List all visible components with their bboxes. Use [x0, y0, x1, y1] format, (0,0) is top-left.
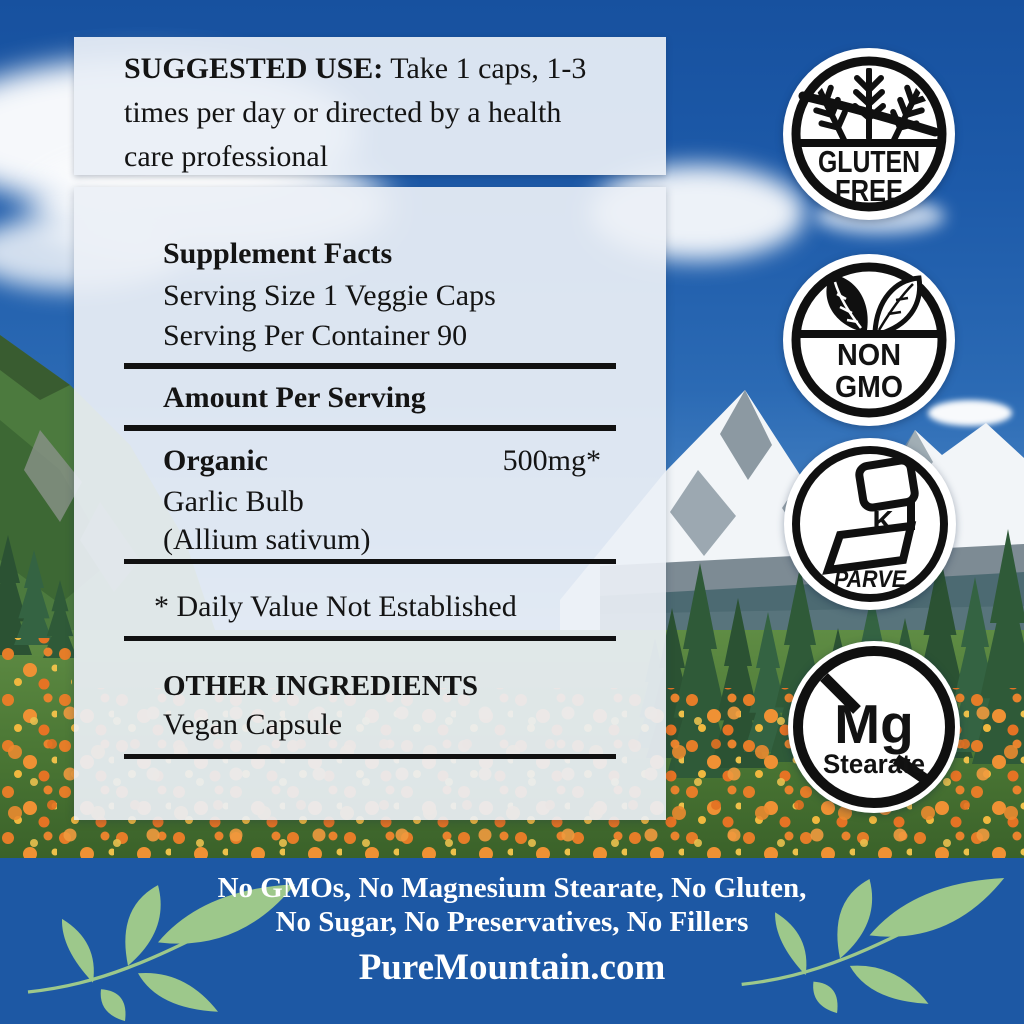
- other-ingredients-value: Vegan Capsule: [163, 708, 343, 741]
- suggested-use-box: [74, 37, 666, 175]
- banner-claims-line2: No Sugar, No Preservatives, No Fillers: [275, 906, 749, 938]
- bottom-banner: [0, 858, 1024, 1024]
- supplement-facts-title: Supplement Facts: [163, 237, 393, 270]
- badge-kosher-parve: [782, 436, 958, 612]
- badge-text: PARVE: [834, 566, 907, 593]
- kosher-letter: K: [872, 506, 894, 538]
- serving-size: Serving Size 1 Veggie Caps: [163, 279, 496, 312]
- banner-website: PureMountain.com: [358, 947, 666, 988]
- suggested-use-label: SUGGESTED USE:: [124, 52, 384, 85]
- suggested-use-text: Take 1 caps, 1-3 times per day or directed by a health care professional: [124, 52, 587, 173]
- amount-per-serving-header: Amount Per Serving: [163, 381, 426, 414]
- badge-gluten-free: [781, 46, 957, 222]
- banner-claims-line1: No GMOs, No Magnesium Stearate, No Gluten,: [217, 872, 807, 904]
- divider-rule: [124, 559, 616, 564]
- ingredient-name-line3: (Allium sativum): [163, 523, 371, 556]
- servings-per-container: Serving Per Container 90: [163, 319, 468, 352]
- divider-rule: [124, 425, 616, 431]
- badge-text: Mg: [834, 693, 914, 755]
- badge-non-gmo: [781, 252, 957, 428]
- ingredient-amount: 500mg*: [502, 444, 601, 477]
- other-ingredients-label: OTHER INGREDIENTS: [163, 670, 479, 702]
- badge-text: GLUTEN: [818, 144, 920, 179]
- badge-no-mg-stearate: [786, 639, 962, 815]
- ingredient-row: [163, 444, 601, 478]
- badge-text: FREE: [835, 173, 903, 208]
- badge-text: NON: [837, 337, 901, 372]
- badge-text: GMO: [835, 369, 903, 404]
- divider-rule: [124, 636, 616, 641]
- badge-text: Stearate: [823, 749, 925, 779]
- divider-rule: [124, 363, 616, 369]
- divider-rule: [124, 754, 616, 759]
- daily-value-footnote: * Daily Value Not Established: [154, 590, 517, 623]
- ingredient-name-line2: Garlic Bulb: [163, 485, 304, 518]
- supplement-facts-panel: [74, 187, 666, 820]
- ingredient-name: Organic: [163, 444, 268, 477]
- flower-field-left: [0, 638, 72, 698]
